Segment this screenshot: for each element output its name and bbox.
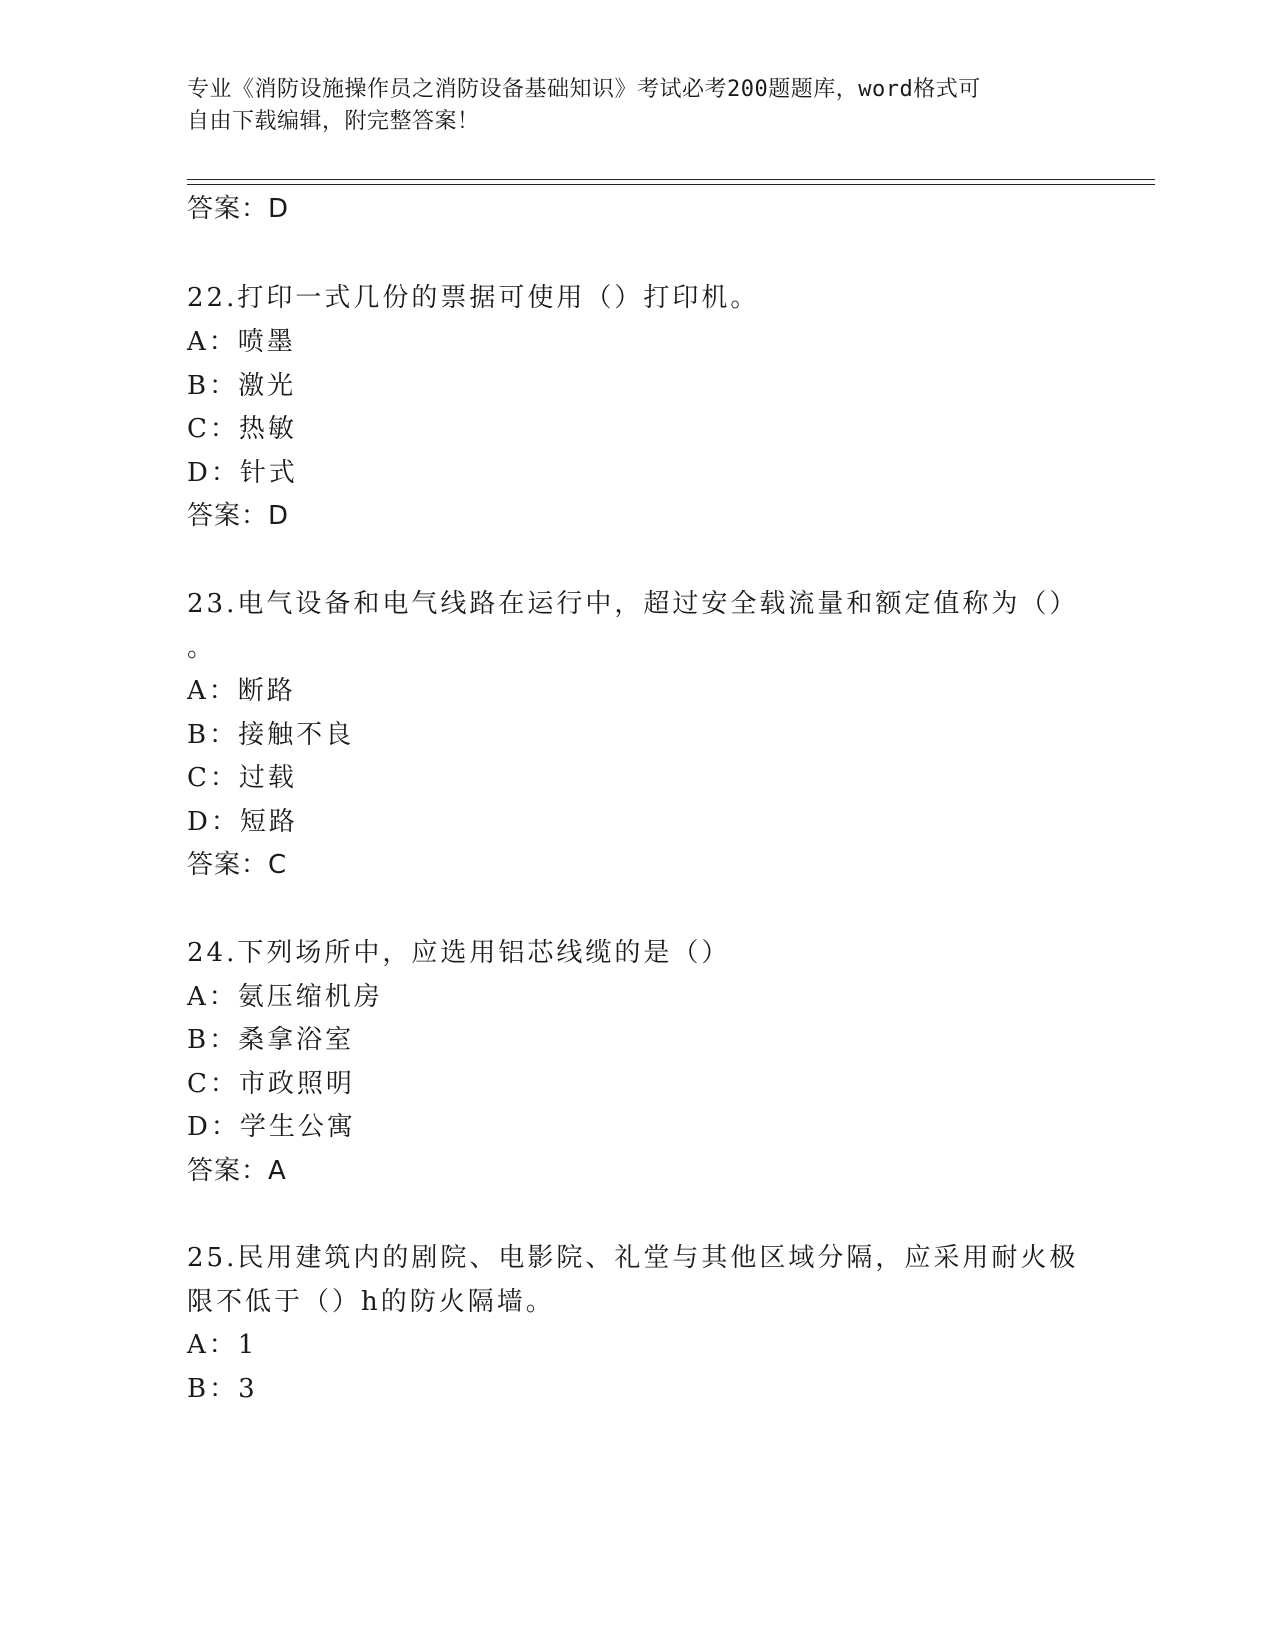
question-25-text-line-1: 25.民用建筑内的剧院、电影院、礼堂与其他区域分隔，应采用耐火极 xyxy=(187,1243,1079,1273)
question-24-option-a: A：氨压缩机房 xyxy=(187,982,383,1012)
question-23-answer xyxy=(187,848,287,882)
question-23-text-line-2: 。 xyxy=(187,633,217,663)
question-22-text: 22.打印一式几份的票据可使用（）打印机。 xyxy=(187,283,760,313)
answer-value: C xyxy=(268,850,288,880)
answer-value: A xyxy=(268,1156,287,1186)
question-24-text: 24.下列场所中，应选用铝芯线缆的是（） xyxy=(187,938,731,968)
header-line-1: 专业《消防设施操作员之消防设备基础知识》考试必考200题题库，word格式可 xyxy=(187,77,981,102)
question-22-option-b: B：激光 xyxy=(187,371,297,401)
question-23-option-c: C：过载 xyxy=(187,763,297,793)
header-rule-bottom xyxy=(187,184,1155,185)
answer-prefix: 答案： xyxy=(187,194,269,224)
question-23-option-d: D：短路 xyxy=(187,807,298,837)
answer-prefix: 答案： xyxy=(187,850,269,880)
question-25-text-line-2: 限不低于（）h的防火隔墙。 xyxy=(187,1287,555,1317)
document-header xyxy=(187,74,1067,138)
question-23-option-b: B：接触不良 xyxy=(187,720,355,750)
header-line-2: 自由下载编辑，附完整答案！ xyxy=(187,109,480,134)
question-22-answer xyxy=(187,499,289,533)
question-22-option-a: A：喷墨 xyxy=(187,327,296,357)
answer-prefix: 答案： xyxy=(187,1156,269,1186)
question-23-option-a: A：断路 xyxy=(187,676,296,706)
question-24-option-d: D：学生公寓 xyxy=(187,1112,356,1142)
header-rule-top xyxy=(187,179,1155,180)
question-24-option-b: B：桑拿浴室 xyxy=(187,1025,355,1055)
answer-line xyxy=(187,192,289,226)
question-24-option-c: C：市政照明 xyxy=(187,1069,355,1099)
question-22-option-c: C：热敏 xyxy=(187,414,297,444)
question-24-answer xyxy=(187,1154,287,1188)
answer-value: D xyxy=(268,194,290,224)
question-25-option-b: B：3 xyxy=(187,1374,258,1404)
question-23-text-line-1: 23.电气设备和电气线路在运行中，超过安全载流量和额定值称为（） xyxy=(187,589,1079,619)
question-22-option-d: D：针式 xyxy=(187,458,298,488)
answer-prefix: 答案： xyxy=(187,501,269,531)
answer-value: D xyxy=(268,501,290,531)
question-25-option-a: A：1 xyxy=(187,1330,258,1360)
